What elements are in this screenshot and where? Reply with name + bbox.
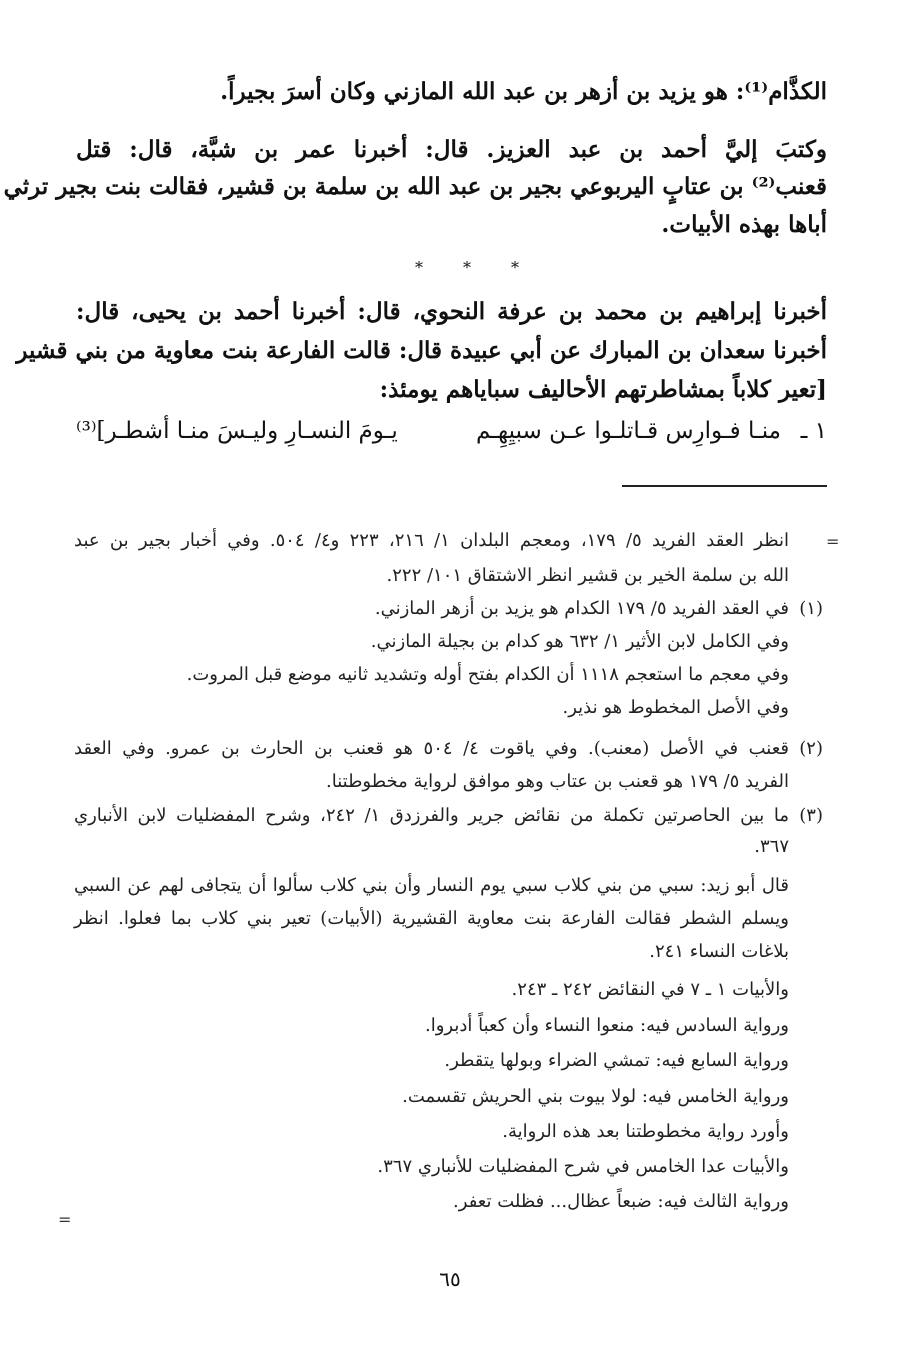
footnote-3-line-11: والأبيات عدا الخامس في شرح المفضليات للأنباري ٣٦٧. bbox=[377, 1156, 789, 1177]
footnote-3-number: (٣) bbox=[799, 805, 823, 826]
footnote-3-line-10: وأورد رواية مخطوطتنا بعد هذه الرواية. bbox=[502, 1121, 789, 1142]
footnote-2-line-2: الفريد ٥/ ١٧٩ هو قعنب بن عتاب وهو موافق لرواية مخطوطتنا. bbox=[326, 771, 789, 792]
continuation-mark-bottom: = bbox=[58, 1210, 72, 1229]
footnote-3-line-8: ورواية السابع فيه: تمشي الضراء وبولها يتقطر. bbox=[444, 1050, 789, 1071]
section-divider-stars bbox=[395, 258, 539, 277]
footnote-2-number: (٢) bbox=[799, 738, 823, 759]
footnote-3-line-1: ما بين الحاصرتين تكملة من نقائض جرير والفرزدق ١/ ٢٤٢، وشرح المفضليات لابن الأنباري bbox=[74, 805, 789, 826]
star-icon: * bbox=[511, 258, 519, 277]
footnote-3-line-3: قال أبو زيد: سبي من بني كلاب سبي يوم النسار وأن بني كلاب سألوا أن يتجافى لهم عن السبي bbox=[74, 875, 789, 896]
footnote-3-line-5: بلاغات النساء ٢٤١. bbox=[649, 941, 789, 962]
footnote-3-line-12: ورواية الثالث فيه: ضبعاً عظال... فظلت تعفر. bbox=[453, 1191, 789, 1212]
footnote-separator bbox=[622, 485, 827, 487]
verse-hemistich-2: يـومَ النسـارِ وليـسَ منـا أشطـر]⁽³⁾ bbox=[76, 418, 398, 444]
footnote-3-line-4: ويسلم الشطر فقالت الفارعة بنت معاوية القشيرية (الأبيات) تعير بني كلاب بما فعلوا. انظر bbox=[74, 908, 789, 929]
footnote-cont-line-1: انظر العقد الفريد ٥/ ١٧٩، ومعجم البلدان ١/ ٢١٦، ٢٢٣ و٤/ ٥٠٤. وفي أخبار بجير بن عبد bbox=[74, 530, 789, 551]
verse-number: ١ ـ bbox=[800, 418, 827, 444]
footnote-2-line-1: قعنب في الأصل (معنب). وفي ياقوت ٤/ ٥٠٤ هو قعنب بن الحارث بن عمرو. وفي العقد bbox=[74, 738, 789, 759]
footnote-1-line-3: وفي معجم ما استعجم ١١١٨ أن الكدام بفتح أوله وتشديد ثانيه موضع قبل المروت. bbox=[186, 664, 789, 685]
footnote-1-line-2: وفي الكامل لابن الأثير ١/ ٦٣٢ هو كدام بن بجيلة المازني. bbox=[370, 631, 789, 652]
page-number: ٦٥ bbox=[439, 1267, 461, 1291]
footnote-3-line-7: ورواية السادس فيه: منعوا النساء وأن كعباً أدبروا. bbox=[425, 1015, 789, 1036]
footnote-3-line-6: والأبيات ١ ـ ٧ في النقائض ٢٤٢ ـ ٢٤٣. bbox=[511, 979, 789, 1000]
footnote-1-number: (١) bbox=[799, 598, 823, 619]
footnote-1-line-4: وفي الأصل المخطوط هو نذير. bbox=[562, 697, 789, 718]
para3-line-3: [تعير كلاباً بمشاطرتهم الأحاليف سباياهم يومئذ: bbox=[379, 376, 827, 403]
para2-line-1: وكتبَ إليَّ أحمد بن عبد العزيز. قال: أخبرنا عمر بن شبَّة، قال: قتل bbox=[76, 136, 827, 163]
footnote-3-line-2: ٣٦٧. bbox=[754, 836, 789, 857]
star-icon: * bbox=[415, 258, 423, 277]
para2-line-3: أباها بهذه الأبيات. bbox=[661, 211, 827, 238]
para3-line-1: أخبرنا إبراهيم بن محمد بن عرفة النحوي، قال: أخبرنا أحمد بن يحيى، قال: bbox=[76, 298, 827, 325]
para2-line-2: قعنب⁽²⁾ بن عتابٍ اليربوعي بجير بن عبد الله بن سلمة بن قشير، فقالت بنت بجير ترثي bbox=[3, 173, 827, 200]
footnote-cont-line-2: الله بن سلمة الخير بن قشير انظر الاشتقاق ١٠١/ ٢٢٢. bbox=[386, 565, 789, 586]
verse-hemistich-1: منـا فـوارِس قـاتلـوا عـن سبيِهِـم bbox=[476, 418, 781, 444]
main-line-1: الكذَّام⁽¹⁾: هو يزيد بن أزهر بن عبد الله المازني وكان أسرَ بجيراً. bbox=[220, 78, 827, 105]
continuation-mark: = bbox=[826, 532, 840, 551]
footnote-1-line-1: في العقد الفريد ٥/ ١٧٩ الكدام هو يزيد بن أزهر المازني. bbox=[374, 598, 789, 619]
footnote-3-line-9: ورواية الخامس فيه: لولا بيوت بني الحريش تقسمت. bbox=[402, 1086, 789, 1107]
star-icon: * bbox=[463, 258, 471, 277]
para3-line-2: أخبرنا سعدان بن المبارك عن أبي عبيدة قال: قالت الفارعة بنت معاوية من بني قشير bbox=[16, 337, 827, 364]
